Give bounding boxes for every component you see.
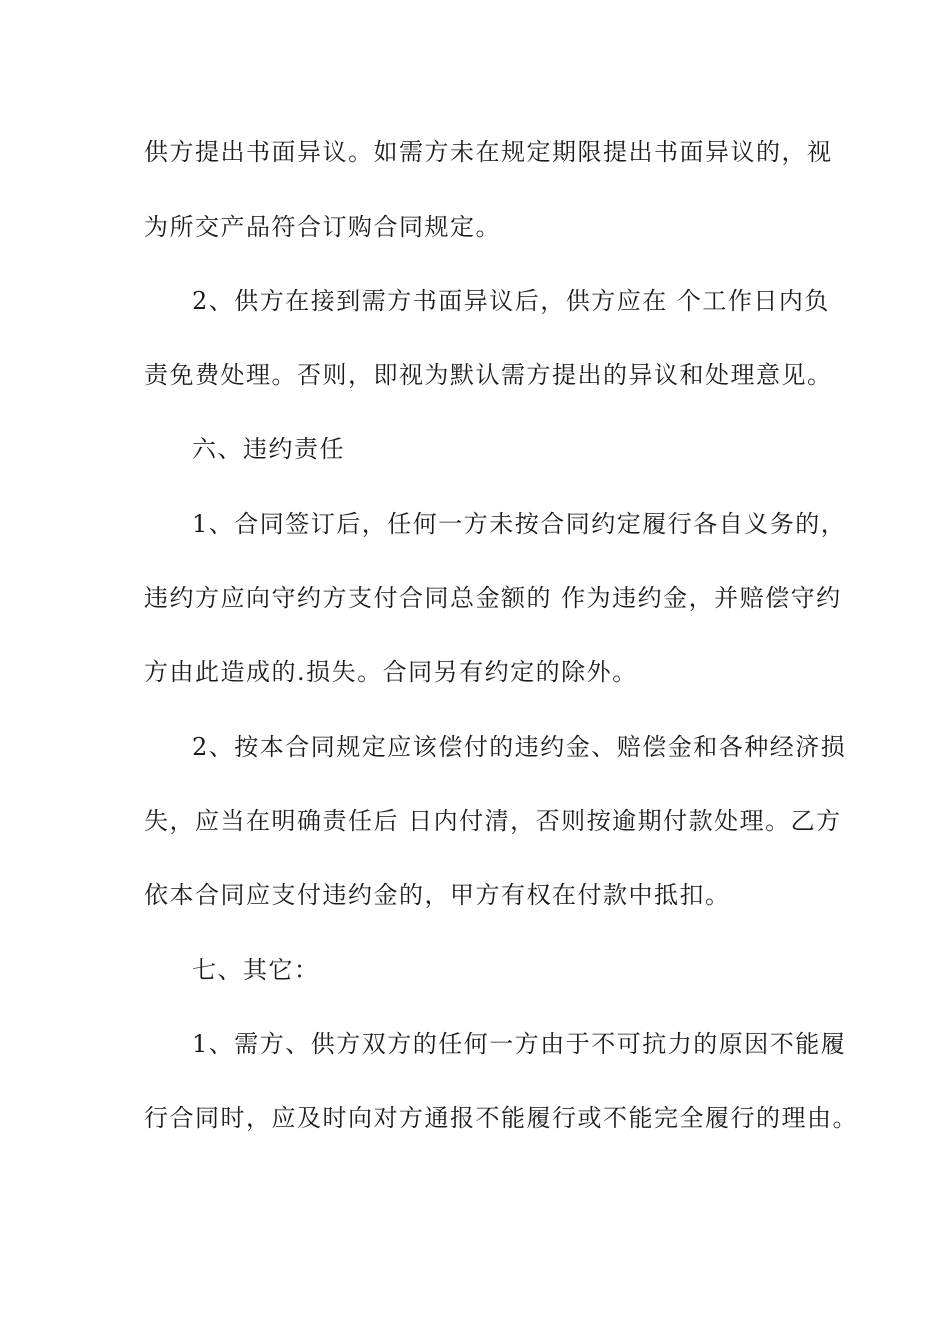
section-heading: 七、其它： <box>192 956 320 984</box>
paragraph-line: 违约方应向守约方支付合同总金额的 作为违约金，并赔偿守约 <box>144 584 842 612</box>
paragraph-line: 为所交产品符合订购合同规定。 <box>144 213 501 241</box>
paragraph-line: 依本合同应支付违约金的，甲方有权在付款中抵扣。 <box>144 881 731 909</box>
paragraph-line: 失，应当在明确责任后 日内付清，否则按逾期付款处理。乙方 <box>144 807 842 835</box>
paragraph-line: 2、按本合同规定应该偿付的违约金、赔偿金和各种经济损 <box>192 733 847 761</box>
paragraph-line: 方由此造成的.损失。合同另有约定的除外。 <box>144 658 638 686</box>
paragraph-line: 行合同时，应及时向对方通报不能履行或不能完全履行的理由。 <box>144 1104 858 1132</box>
paragraph-line: 1、合同签订后，任何一方未按合同约定履行各自义务的， <box>192 510 847 538</box>
section-heading: 六、违约责任 <box>192 435 345 463</box>
paragraph-line: 供方提出书面异议。如需方未在规定期限提出书面异议的，视 <box>144 138 833 166</box>
paragraph-line: 2、供方在接到需方书面异议后，供方应在 个工作日内负 <box>192 287 830 315</box>
paragraph-line: 1、需方、供方双方的任何一方由于不可抗力的原因不能履 <box>192 1030 847 1058</box>
paragraph-line: 责免费处理。否则，即视为默认需方提出的异议和处理意见。 <box>144 361 833 389</box>
